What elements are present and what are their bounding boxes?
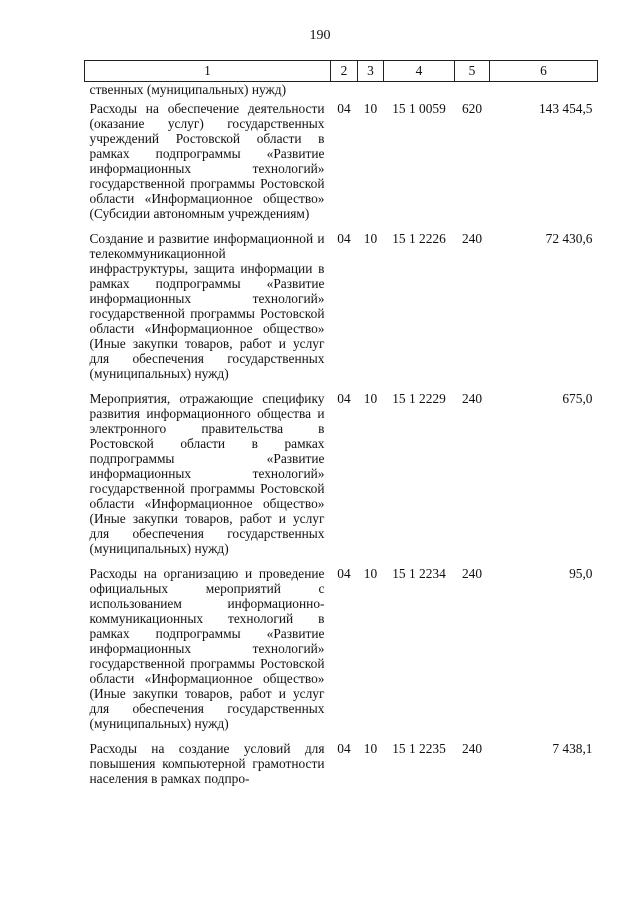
- table-row: [85, 391, 598, 566]
- row-section-code: 04: [337, 101, 351, 116]
- row-description: Создание и развитие информационной и телекоммуникационной инфраструктуры, защита информации в рамках подпрограммы «Развитие информационных технологий» государственной программы Ростовской области «Информационное общество» (Иные закупки товаров, работ и услуг для обеспечения государственных (муниципальных) нужд): [89, 231, 325, 381]
- row-description: Расходы на обеспечение деятельности (оказание услуг) государственных учреждений Ростовской области в рамках подпрограммы «Развитие информационных технологий» государственной программы Ростовской области «Информационное общество» (Субсидии автономным учреждениям): [89, 101, 325, 221]
- row-section-code: 04: [337, 741, 351, 756]
- row-target-code: 15 1 2229: [392, 391, 446, 406]
- column-header-section: 2: [331, 61, 358, 82]
- table-row: [85, 231, 598, 391]
- row-target-code: 15 1 2235: [392, 741, 446, 756]
- row-target-code: 15 1 0059: [392, 101, 446, 116]
- row-subsection-code: 10: [363, 231, 378, 246]
- row-amount: 143 454,5: [538, 101, 593, 116]
- table-row: [85, 101, 598, 231]
- column-header-target-article: 4: [384, 61, 455, 82]
- budget-table: [84, 60, 598, 796]
- row-amount: 675,0: [562, 391, 593, 406]
- row-subsection-code: 10: [363, 101, 378, 116]
- row-description: Расходы на организацию и проведение официальных мероприятий с использованием информационно-коммуникационных технологий в рамках подпрограммы «Развитие информационных технологий» государственной программы Ростовской области «Информационное общество» (Иные закупки товаров, работ и услуг для обеспечения государственных (муниципальных) нужд): [89, 566, 325, 731]
- row-target-code: 15 1 2226: [392, 231, 446, 246]
- continuation-row: [85, 82, 598, 102]
- row-expense-type-code: 620: [461, 101, 483, 116]
- table-header: [85, 61, 598, 82]
- column-header-amount: 6: [490, 61, 598, 82]
- header-row: [85, 61, 598, 82]
- row-subsection-code: 10: [363, 391, 378, 406]
- row-subsection-code: 10: [363, 741, 378, 756]
- row-target-code: 15 1 2234: [392, 566, 446, 581]
- column-header-description: 1: [85, 61, 331, 82]
- table-row: [85, 566, 598, 741]
- row-expense-type-code: 240: [461, 741, 483, 756]
- row-expense-type-code: 240: [461, 231, 483, 246]
- row-amount: 95,0: [569, 566, 593, 581]
- page-number: 190: [309, 28, 331, 43]
- row-amount: 7 438,1: [552, 741, 593, 756]
- row-expense-type-code: 240: [461, 566, 483, 581]
- row-section-code: 04: [337, 566, 351, 581]
- row-description: Расходы на создание условий для повышения компьютерной грамотности населения в рамках подпро-: [89, 741, 325, 786]
- column-header-expense-type: 5: [455, 61, 490, 82]
- row-expense-type-code: 240: [461, 391, 483, 406]
- table-row: [85, 741, 598, 796]
- column-header-subsection: 3: [358, 61, 384, 82]
- continuation-text: ственных (муниципальных) нужд): [89, 82, 287, 97]
- row-description: Мероприятия, отражающие специфику развития информационного общества и электронного правительства в Ростовской области в рамках подпрограммы «Развитие информационных технологий» государственной программы Ростовской области «Информационное общество» (Иные закупки товаров, работ и услуг для обеспечения государственных (муниципальных) нужд): [89, 391, 325, 556]
- row-section-code: 04: [337, 391, 351, 406]
- row-amount: 72 430,6: [545, 231, 593, 246]
- row-subsection-code: 10: [363, 566, 378, 581]
- row-section-code: 04: [337, 231, 351, 246]
